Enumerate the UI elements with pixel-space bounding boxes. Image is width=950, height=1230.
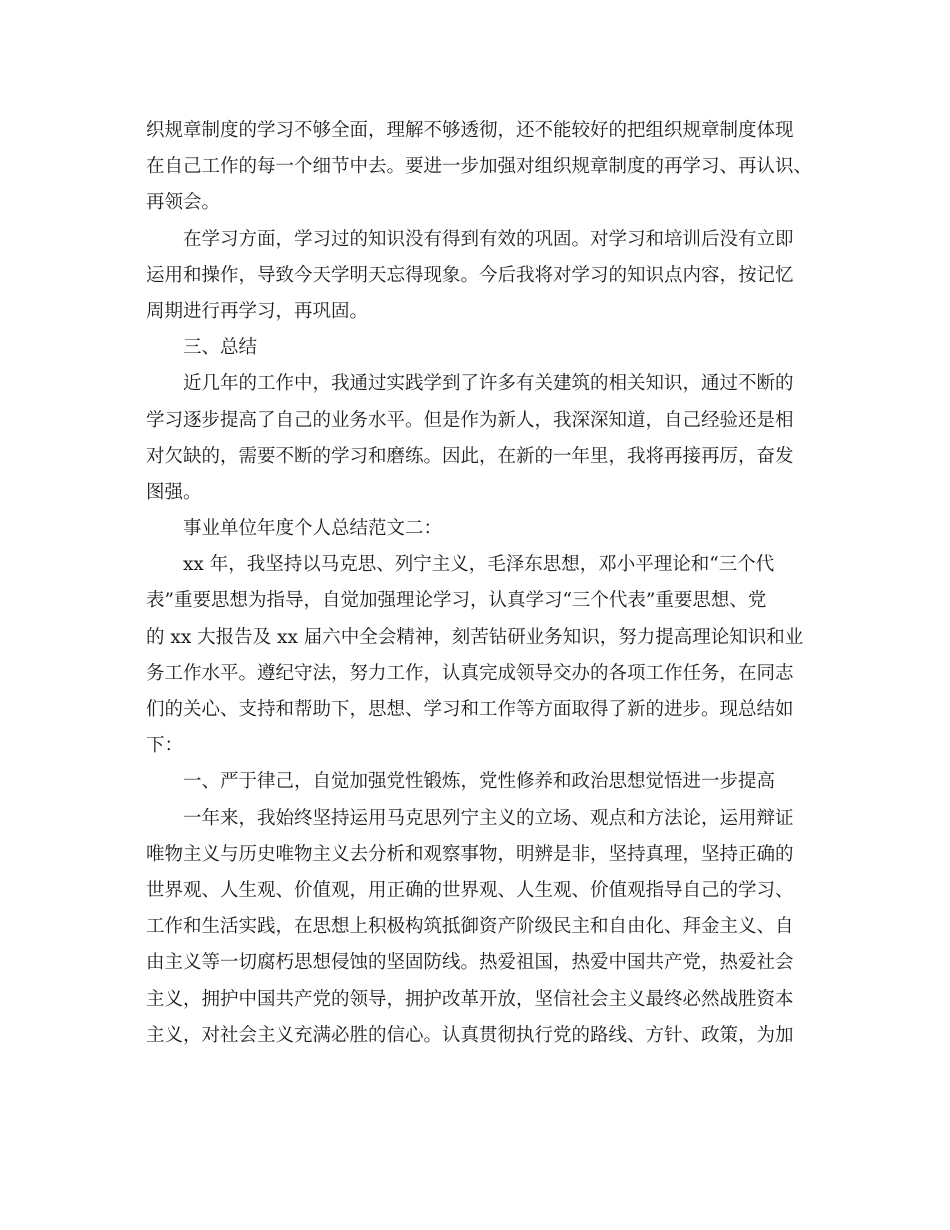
text-line: 对欠缺的，需要不断的学习和磨练。因此，在新的一年里，我将再接再厉，奋发 [146,445,794,467]
text-line: 在学习方面，学习过的知识没有得到有效的巩固。对学习和培训后没有立即 [183,228,794,250]
text-line: 下： [146,735,184,757]
section-heading: 事业单位年度个人总结范文二： [183,518,443,540]
text-line: 表”重要思想为指导，自觉加强理论学习，认真学习“三个代表”重要思想、党 [146,590,767,612]
text-line: 主义，拥护中国共产党的领导，拥护改革开放，坚信社会主义最终必然战胜资本 [146,988,794,1010]
text-line: 务工作水平。遵纪守法，努力工作，认真完成领导交办的各项工作任务，在同志 [146,662,794,684]
text-line: 由主义等一切腐朽思想侵蚀的坚固防线。热爱祖国，热爱中国共产党，热爱社会 [146,952,794,974]
text-line: xx 年，我坚持以马克思、列宁主义，毛泽东思想，邓小平理论和“三个代 [183,554,775,576]
text-line: 们的关心、支持和帮助下，思想、学习和工作等方面取得了新的进步。现总结如 [146,699,794,720]
section-heading: 三、总结 [183,337,258,359]
section-heading: 一、严于律己，自觉加强党性锻炼，党性修养和政治思想觉悟进一步提高 [183,771,776,793]
text-line: 的 xx 大报告及 xx 届六中全会精神，刻苦钻研业务知识，努力提高理论知识和业 [146,626,804,648]
text-line: 图强。 [146,481,202,503]
text-line: 运用和操作，导致今天学明天忘得现象。今后我将对学习的知识点内容，按记忆 [146,264,794,286]
text-line: 周期进行再学习，再巩固。 [146,300,369,322]
text-line: 再领会。 [146,192,221,214]
text-line: 学习逐步提高了自己的业务水平。但是作为新人，我深深知道，自己经验还是相 [146,409,794,431]
text-line: 主义，对社会主义充满必胜的信心。认真贯彻执行党的路线、方针、政策，为加 [146,1024,794,1046]
text-line: 近几年的工作中，我通过实践学到了许多有关建筑的相关知识，通过不断的 [183,373,794,395]
text-line: 一年来，我始终坚持运用马克思列宁主义的立场、观点和方法论，运用辩证 [183,807,794,829]
document-page [146,113,813,1054]
text-line: 唯物主义与历史唯物主义去分析和观察事物，明辨是非，坚持真理，坚持正确的 [146,843,794,865]
text-line: 世界观、人生观、价值观，用正确的世界观、人生观、价值观指导自己的学习、 [146,879,794,901]
text-line: 工作和生活实践，在思想上积极构筑抵御资产阶级民主和自由化、拜金主义、自 [146,916,794,938]
text-line: 在自己工作的每一个细节中去。要进一步加强对组织规章制度的再学习、再认识、 [146,156,813,178]
text-line: 织规章制度的学习不够全面，理解不够透彻，还不能较好的把组织规章制度体现 [146,120,794,141]
